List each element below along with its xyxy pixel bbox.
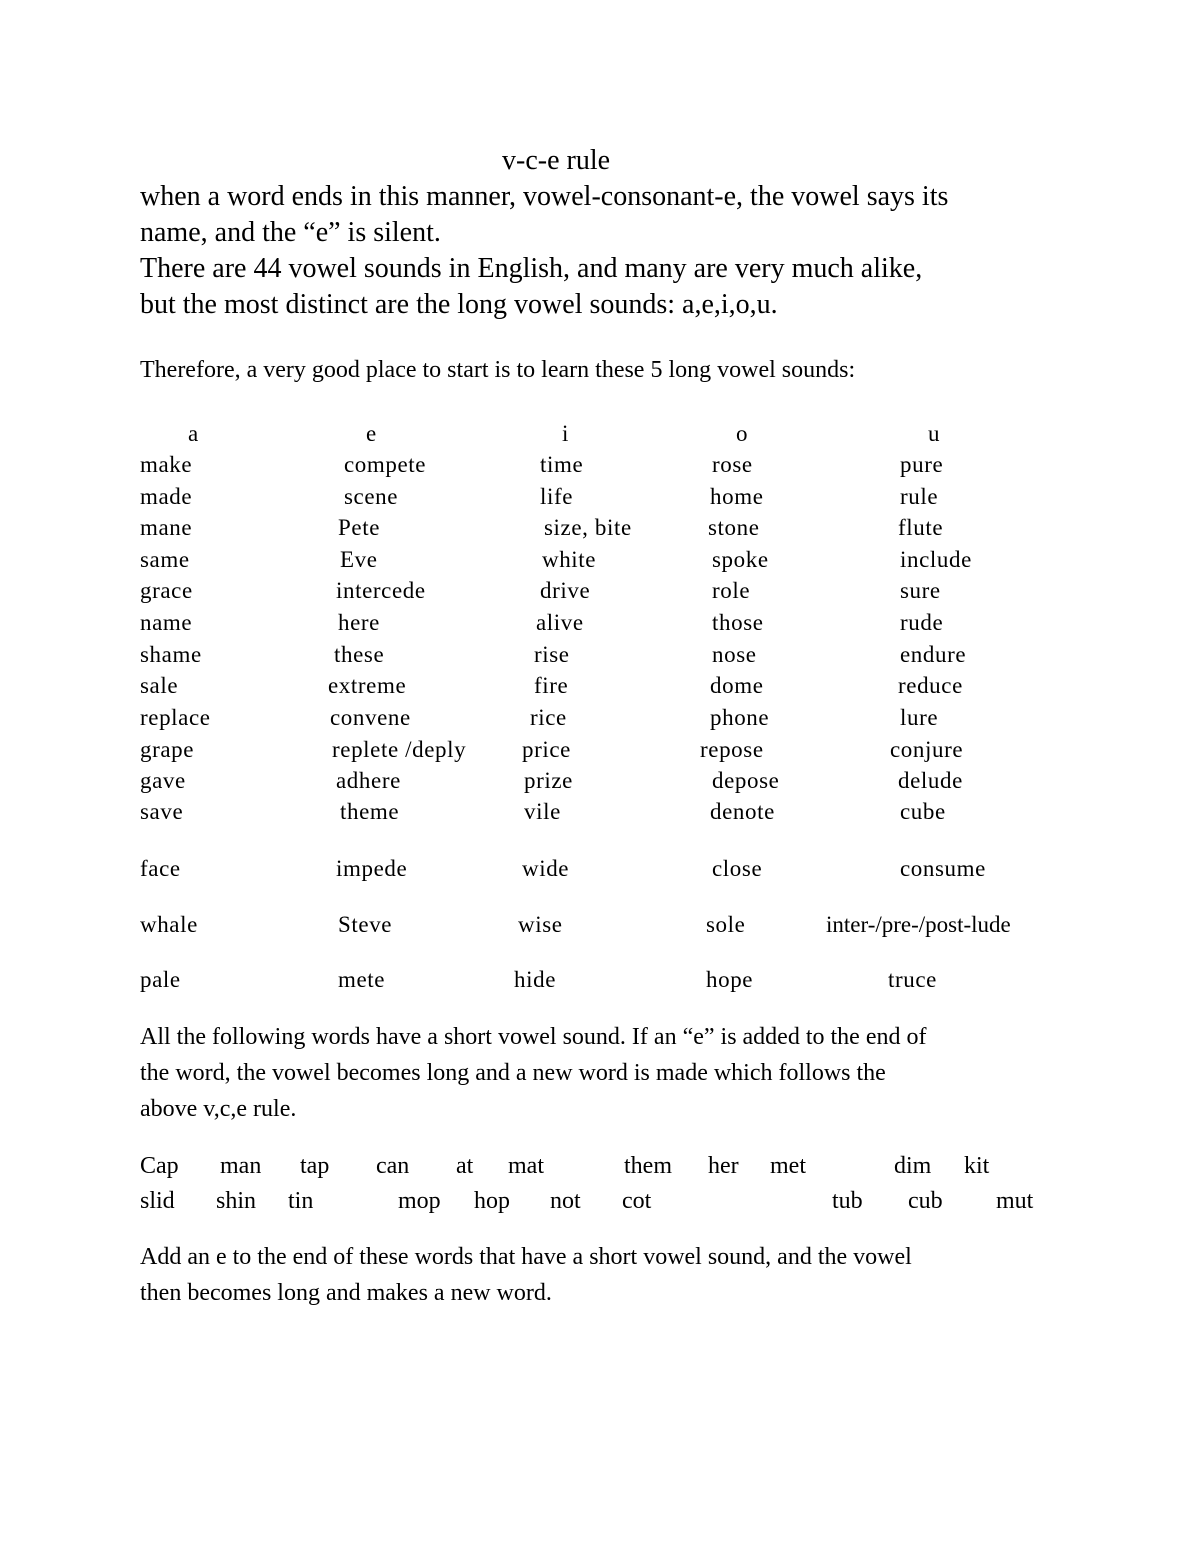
short-word: them: [624, 1153, 672, 1179]
table-cell: scene: [344, 484, 399, 509]
intro-line-4: but the most distinct are the long vowel sounds: a,e,i,o,u.: [140, 289, 778, 320]
following-line-1: All the following words have a short vowel sound. If an “e” is added to the end of: [140, 1024, 927, 1050]
table-cell: wise: [518, 912, 563, 937]
table-cell: prize: [524, 768, 573, 793]
page-title: v-c-e rule: [502, 145, 611, 176]
table-cell: time: [540, 452, 584, 477]
short-word: hop: [474, 1188, 510, 1214]
table-cell: truce: [888, 967, 937, 992]
short-word: dim: [894, 1153, 932, 1179]
table-cell: alive: [536, 610, 584, 635]
table-cell: save: [140, 799, 184, 824]
short-word: shin: [216, 1188, 257, 1214]
table-cell: depose: [712, 768, 780, 793]
table-cell: dome: [710, 673, 764, 698]
table-cell: sure: [900, 578, 941, 603]
table-cell: conjure: [890, 737, 964, 762]
table-cell: rise: [534, 642, 570, 667]
short-word: tin: [288, 1188, 314, 1214]
table-cell: pale: [140, 967, 181, 992]
table-cell: Eve: [340, 547, 378, 572]
table-cell: adhere: [336, 768, 401, 793]
table-cell: wide: [522, 856, 570, 881]
table-cell: lure: [900, 705, 939, 730]
short-word: met: [770, 1153, 806, 1179]
short-word: mat: [508, 1153, 544, 1179]
table-cell: close: [712, 856, 763, 881]
table-cell: flute: [898, 515, 944, 540]
following-line-3: above v,c,e rule.: [140, 1096, 297, 1122]
table-cell: grace: [140, 578, 193, 603]
intro-line-1: when a word ends in this manner, vowel-consonant-e, the vowel says its: [140, 181, 949, 212]
table-cell: white: [542, 547, 597, 572]
table-cell: stone: [708, 515, 760, 540]
table-cell: replace: [140, 705, 211, 730]
table-cell: here: [338, 610, 380, 635]
short-word: tub: [832, 1188, 863, 1214]
table-cell: those: [712, 610, 764, 635]
add-e-line-1: Add an e to the end of these words that have a short vowel sound, and the vowel: [140, 1244, 912, 1270]
table-cell: intercede: [336, 578, 426, 603]
intro-line-3: There are 44 vowel sounds in English, and many are very much alike,: [140, 253, 923, 284]
table-cell: price: [522, 737, 571, 762]
table-cell: rule: [900, 484, 939, 509]
table-cell: name: [140, 610, 193, 635]
header-e: e: [366, 421, 377, 446]
table-cell: life: [540, 484, 574, 509]
short-word: mop: [398, 1188, 441, 1214]
short-word: kit: [964, 1153, 990, 1179]
table-cell: rude: [900, 610, 944, 635]
short-word: cub: [908, 1188, 943, 1214]
header-a: a: [188, 421, 199, 446]
table-cell: sole: [706, 912, 746, 937]
short-word: not: [550, 1188, 581, 1214]
table-cell: make: [140, 452, 193, 477]
short-word: slid: [140, 1188, 175, 1214]
table-cell: endure: [900, 642, 967, 667]
short-word: man: [220, 1153, 262, 1179]
table-cell: drive: [540, 578, 591, 603]
table-cell: home: [710, 484, 764, 509]
short-word: tap: [300, 1153, 330, 1179]
table-cell: theme: [340, 799, 400, 824]
table-cell: mane: [140, 515, 193, 540]
table-cell: cube: [900, 799, 946, 824]
table-cell: hide: [514, 967, 556, 992]
table-cell: replete /deply: [332, 737, 467, 762]
table-cell: spoke: [712, 547, 769, 572]
table-cell: delude: [898, 768, 963, 793]
short-word: Cap: [140, 1153, 179, 1179]
table-cell: face: [140, 856, 181, 881]
following-line-2: the word, the vowel becomes long and a new word is made which follows the: [140, 1060, 886, 1086]
short-word: at: [456, 1153, 474, 1179]
table-cell: consume: [900, 856, 986, 881]
short-word: her: [708, 1153, 739, 1179]
short-word: mut: [996, 1188, 1034, 1214]
table-cell: repose: [700, 737, 764, 762]
table-cell: made: [140, 484, 193, 509]
table-cell: size, bite: [544, 515, 632, 540]
table-cell: sale: [140, 673, 179, 698]
header-u: u: [928, 421, 941, 446]
table-cell: vile: [524, 799, 561, 824]
table-cell: same: [140, 547, 190, 572]
table-cell: rose: [712, 452, 753, 477]
table-cell: convene: [330, 705, 411, 730]
table-cell: phone: [710, 705, 770, 730]
table-cell: include: [900, 547, 972, 572]
table-cell: rice: [530, 705, 567, 730]
table-cell: compete: [344, 452, 427, 477]
table-cell: role: [712, 578, 751, 603]
header-i: i: [562, 421, 569, 446]
table-cell: fire: [534, 673, 569, 698]
table-cell: Pete: [338, 515, 380, 540]
table-cell: hope: [706, 967, 754, 992]
table-cell: nose: [712, 642, 757, 667]
table-cell: inter-/pre-/post-lude: [826, 912, 1011, 937]
table-cell: grape: [140, 737, 195, 762]
table-cell: denote: [710, 799, 775, 824]
table-cell: shame: [140, 642, 202, 667]
short-word: cot: [622, 1188, 652, 1214]
intro-line-2: name, and the “e” is silent.: [140, 217, 441, 248]
table-cell: these: [334, 642, 385, 667]
short-word: can: [376, 1153, 410, 1179]
add-e-line-2: then becomes long and makes a new word.: [140, 1280, 552, 1306]
table-cell: reduce: [898, 673, 963, 698]
table-cell: pure: [900, 452, 944, 477]
table-cell: mete: [338, 967, 386, 992]
therefore-text: Therefore, a very good place to start is to learn these 5 long vowel sounds:: [140, 357, 856, 383]
table-cell: impede: [336, 856, 408, 881]
table-cell: whale: [140, 912, 198, 937]
table-cell: Steve: [338, 912, 393, 937]
table-cell: gave: [140, 768, 186, 793]
table-cell: extreme: [328, 673, 407, 698]
header-o: o: [736, 421, 749, 446]
